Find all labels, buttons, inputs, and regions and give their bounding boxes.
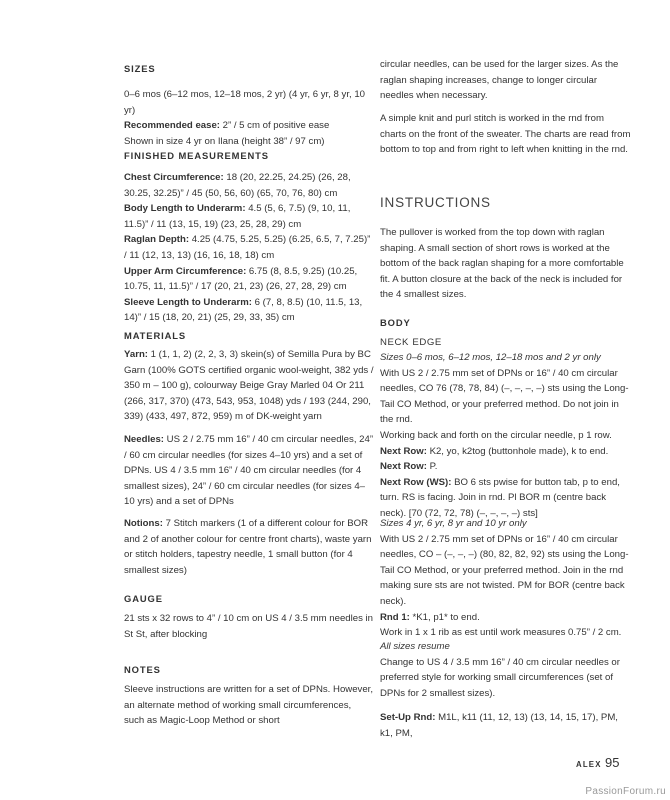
large-sizes-text: With US 2 / 2.75 mm set of DPNs or 16” / 40 cm circular needles, CO – (–, –, –) (80, 82, 82, 92) sts using the Long-Tail CO Method, or your preferred method. Join in the rnd making sure sts are not twisted. PM for BOR (centre back neck). [380, 533, 629, 607]
notions-value: 7 Stitch markers (1 of a different colour for BOR and 2 of another colour for centre front charts), waste yarn or stitch holders, tapestry needle, 1 small button (for 4 smallest sizes) [124, 518, 372, 576]
all-sizes-title [380, 639, 632, 655]
notions-label: Notions: [124, 518, 163, 529]
needles-block [124, 432, 374, 510]
rnd-1-value: *K1, p1* to end. [409, 611, 480, 623]
next-row-2-value: P. [426, 461, 438, 473]
small-sizes-title [380, 350, 632, 366]
next-row-3 [380, 475, 632, 522]
rnd-1-line [380, 610, 632, 626]
large-sizes-label: Sizes 4 yr, 6 yr, 8 yr and 10 yr only [380, 518, 527, 529]
next-row-2 [380, 459, 632, 475]
next-row-3-value: BO 6 sts pwise for button tab, p to end, turn. RS is facing. Join in rnd. Pl BOR m (centre back neck). [70 (72, 72, 78) (–, –, –, –) sts] [380, 476, 620, 519]
body-length-value: 4.5 (5, 6, 7.5) (9, 10, 11, 11.5)” / 11 (13, 15, 19) (23, 25, 28, 29) cm [124, 203, 351, 230]
setup-line [380, 710, 632, 741]
materials-heading: MATERIALS [124, 330, 187, 341]
next-row-1 [380, 444, 632, 460]
chest-label: Chest Circumference: [124, 172, 224, 183]
rib-text: Work in 1 x 1 rib as est until work measures 0.75” / 2 cm. [380, 627, 622, 639]
sleeve-label: Sleeve Length to Underarm: [124, 296, 252, 308]
needles-label: Needles: [124, 434, 164, 445]
shown-in: Shown in size 4 yr on Ilana (height 38” / 97 cm) [124, 135, 325, 147]
notes-heading: NOTES [124, 664, 161, 675]
rnd-1-label: Rnd 1: [380, 611, 410, 623]
raglan-label: Raglan Depth: [124, 234, 190, 246]
instructions-heading: INSTRUCTIONS [380, 195, 491, 210]
notes-continued-text: circular needles, can be used for the larger sizes. As the raglan shaping increases, change to longer circular needles when necessary. [380, 59, 619, 102]
yarn-line [124, 347, 374, 425]
pattern-name: ALEX [576, 760, 602, 769]
all-sizes-text: Change to US 4 / 3.5 mm 16” / 40 cm circular needles or preferred style for working small circumferences (set of DPNs for 2 smallest sizes). [380, 656, 620, 699]
instructions-text: The pullover is worked from the top down with raglan shaping. A small section of short rows is worked at the bottom of the back raglan shaping for a more comfortable fit. A button closure at the back of the neck is included for the 4 smallest sizes. [380, 227, 624, 301]
notions-line [124, 516, 374, 578]
gauge-heading: GAUGE [124, 593, 163, 604]
sizes-heading: SIZES [124, 63, 156, 74]
needles-value: US 2 / 2.75 mm 16” / 40 cm circular needles, 24” / 60 cm circular needles (for sizes 4–10 yrs) and a set of DPNs. US 4 / 3.5 mm 16” / 40 cm circular needles (for 4 smallest sizes), 24” / 60 cm circular needles (for sizes 4–10 yrs) and a set of DPNs [124, 434, 374, 508]
small-sizes-text: With US 2 / 2.75 mm set of DPNs or 16” / 40 cm circular needles, CO 76 (78, 78, 84) (–, –, –, –) sts using the Long-Tail CO Method, or your preferred method. Do not join in the rnd. [380, 367, 629, 426]
yarn-block [124, 347, 374, 425]
upper-arm-line [124, 264, 374, 295]
body-length-line [124, 201, 374, 232]
working-back-text: Working back and forth on the circular needle, p 1 row. [380, 429, 612, 441]
upper-arm-label: Upper Arm Circumference: [124, 265, 247, 277]
ease-label: Recommended ease: [124, 120, 220, 132]
notes-continued [380, 57, 632, 104]
gauge-text: 21 sts x 32 rows to 4” / 10 cm on US 4 / 3.5 mm needles in St St, after blocking [124, 613, 374, 640]
finished-block [124, 170, 374, 326]
yarn-label: Yarn: [124, 349, 148, 360]
all-sizes-label: All sizes resume [380, 641, 450, 652]
finished-heading: FINISHED MEASUREMENTS [124, 150, 269, 161]
small-sizes-block [380, 350, 632, 522]
chest-line [124, 170, 374, 201]
gauge-block [124, 611, 374, 642]
next-row-2-label: Next Row: [380, 461, 427, 473]
small-sizes-label: Sizes 0–6 mos, 6–12 mos, 12–18 mos and 2 yr only [380, 352, 601, 363]
setup-block [380, 710, 632, 741]
next-row-1-value: K2, yo, k2tog (buttonhole made), k to end. [426, 445, 609, 457]
raglan-value: 4.25 (4.75, 5.25, 5.25) (6.25, 6.5, 7, 7.25)” / 11 (12, 13, 13) (16, 16, 18, 18) cm [124, 234, 371, 261]
notes-block [124, 682, 374, 729]
sizes-block [124, 87, 374, 149]
all-sizes-block [380, 639, 632, 701]
body-heading: BODY [380, 317, 411, 328]
large-sizes-block [380, 516, 632, 641]
yarn-value: 1 (1, 1, 2) (2, 2, 3, 3) skein(s) of Semilla Pura by BC Garn (100% GOTS certified organic wool-weight, 382 yds / 350 m – 100 g), colourway Beige Gray Marled 04 Or 211 (266, 317, 370) (473, 543, 953, 1048) yds / 193 (244, 290, 339) (433, 497, 872, 959) m of DK-weight yarn [124, 349, 374, 423]
sleeve-line [124, 295, 374, 326]
upper-arm-value: 6.75 (8, 8.5, 9.25) (10.25, 10.75, 11, 11.5)” / 17 (20, 21, 23) (26, 27, 28, 29) cm [124, 265, 358, 293]
instructions-block [380, 225, 632, 303]
needles-line [124, 432, 374, 510]
notes-text: Sleeve instructions are written for a set of DPNs. However, an alternate method of working small circumferences, such as Magic-Loop Method or short [124, 684, 374, 727]
page-number: 95 [605, 755, 620, 770]
stitch-note-text: A simple knit and purl stitch is worked in the rnd from charts on the front of the sweater. The charts are read from bottom to top and from right to left when knitting in the rnd. [380, 113, 631, 156]
sleeve-value: 6 (7, 8, 8.5) (10, 11.5, 13, 14)” / 15 (18, 20, 21) (25, 29, 33, 35) cm [124, 296, 363, 324]
chest-value: 18 (20, 22.25, 24.25) (26, 28, 30.25, 32.25)” / 45 (50, 56, 60) (65, 70, 76, 80) cm [124, 172, 351, 199]
watermark: PassionForum.ru [585, 786, 666, 797]
next-row-1-label: Next Row: [380, 445, 427, 457]
large-sizes-title [380, 516, 632, 532]
raglan-line [124, 232, 374, 263]
sizes-list: 0–6 mos (6–12 mos, 12–18 mos, 2 yr) (4 yr, 6 yr, 8 yr, 10 yr) [124, 89, 366, 116]
neck-edge-heading: NECK EDGE [380, 337, 442, 348]
setup-label: Set-Up Rnd: [380, 712, 436, 723]
ease-value: 2” / 5 cm of positive ease [219, 120, 330, 132]
notions-block [124, 516, 374, 578]
setup-value: M1L, k11 (11, 12, 13) (13, 14, 15, 17), PM, k1, PM, [380, 712, 618, 739]
ease-line [124, 118, 374, 134]
stitch-note [380, 111, 632, 158]
next-row-3-label: Next Row (WS): [380, 476, 452, 488]
body-length-label: Body Length to Underarm: [124, 203, 246, 215]
